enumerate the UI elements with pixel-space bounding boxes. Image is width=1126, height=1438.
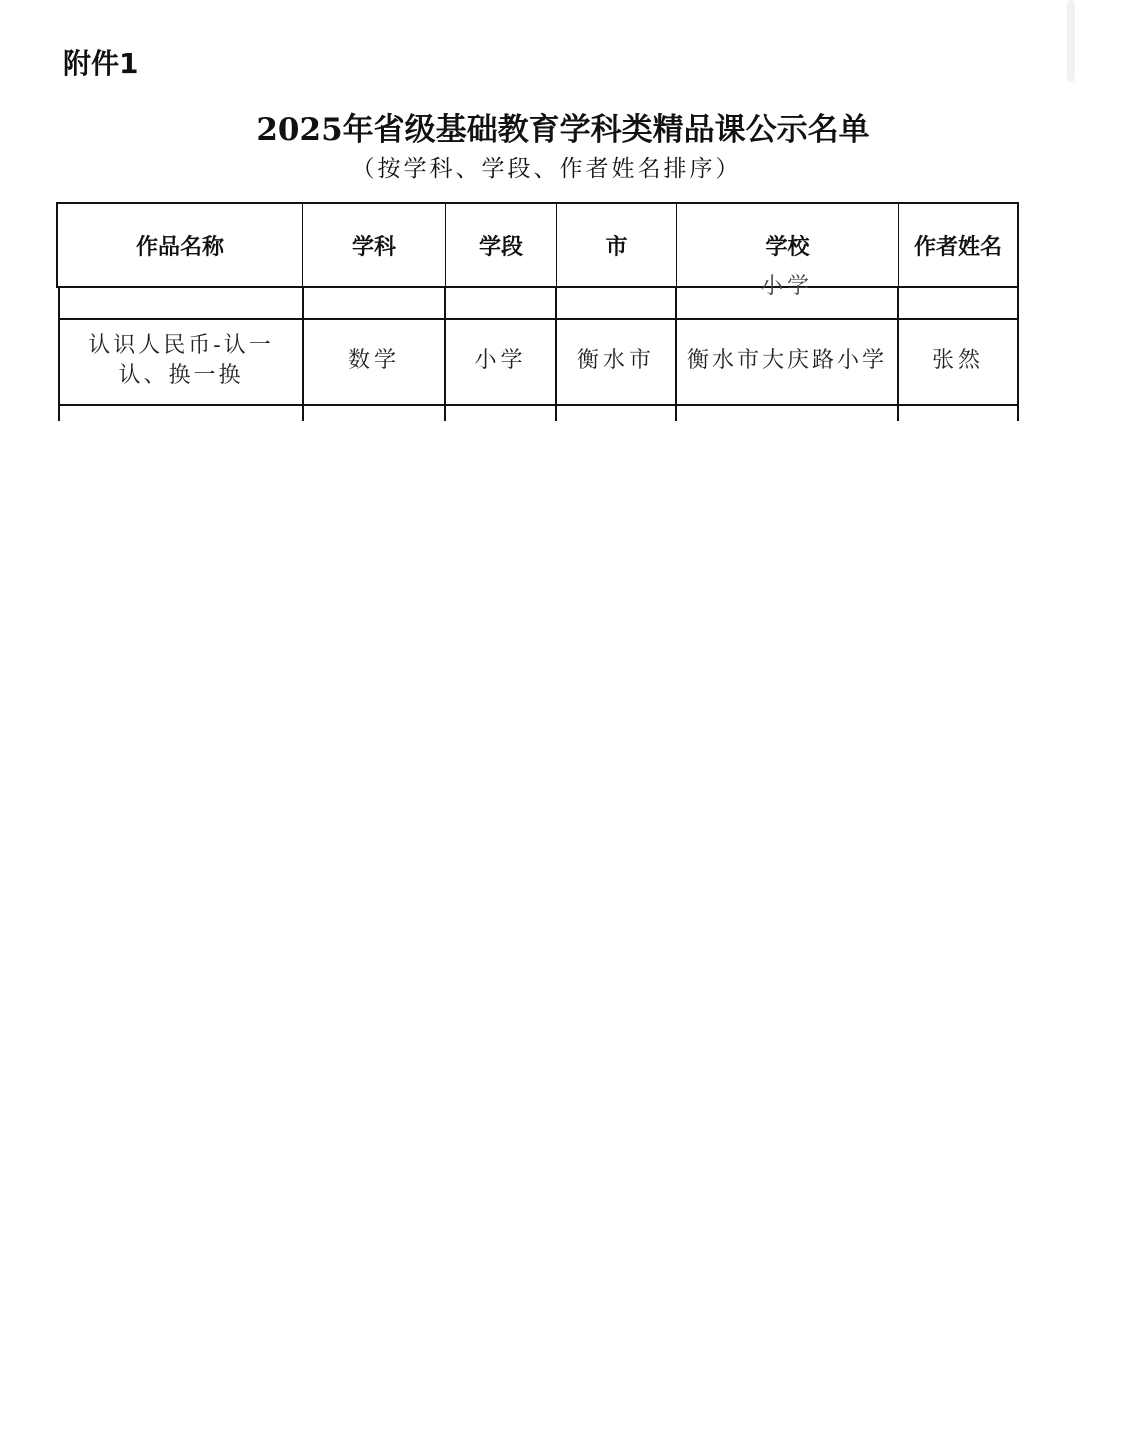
cell-stage: 小学 xyxy=(444,318,555,404)
table-row-partial xyxy=(58,273,1019,320)
page-title: 2025年省级基础教育学科类精品课公示名单 xyxy=(256,112,870,148)
table-row xyxy=(58,318,1019,406)
header-title: 作品名称 xyxy=(58,204,303,286)
cell-author: 张然 xyxy=(897,318,1019,404)
header-stage: 学段 xyxy=(446,204,557,286)
header-city: 市 xyxy=(557,204,677,286)
cell-city xyxy=(555,287,675,318)
cell-school: 衡水市大庆路小学 xyxy=(675,318,897,404)
cell-stage xyxy=(444,404,555,421)
cell-title xyxy=(58,287,302,318)
cell-title xyxy=(58,404,302,421)
cell-title: 认识人民币-认一认、换一换 xyxy=(58,318,302,404)
cell-subject xyxy=(302,404,444,421)
header-subject: 学科 xyxy=(303,204,446,286)
cell-author xyxy=(897,404,1019,421)
cell-school xyxy=(675,273,897,318)
cell-stage xyxy=(444,287,555,318)
table-header xyxy=(56,202,1019,288)
page-subtitle: （按学科、学段、作者姓名排序） xyxy=(351,156,742,182)
cell-school-text: 小学 xyxy=(760,273,813,299)
cell-subject xyxy=(302,287,444,318)
scrollbar[interactable] xyxy=(1067,0,1075,82)
header-school: 学校 xyxy=(677,204,899,286)
attachment-label: 附件1 xyxy=(63,47,139,80)
header-author: 作者姓名 xyxy=(913,234,1002,260)
cell-school xyxy=(675,404,897,421)
cell-subject: 数学 xyxy=(302,318,444,404)
cell-city xyxy=(555,404,675,421)
cell-city: 衡水市 xyxy=(555,318,675,404)
cell-author xyxy=(897,287,1019,318)
table-row-cut xyxy=(58,404,1019,421)
